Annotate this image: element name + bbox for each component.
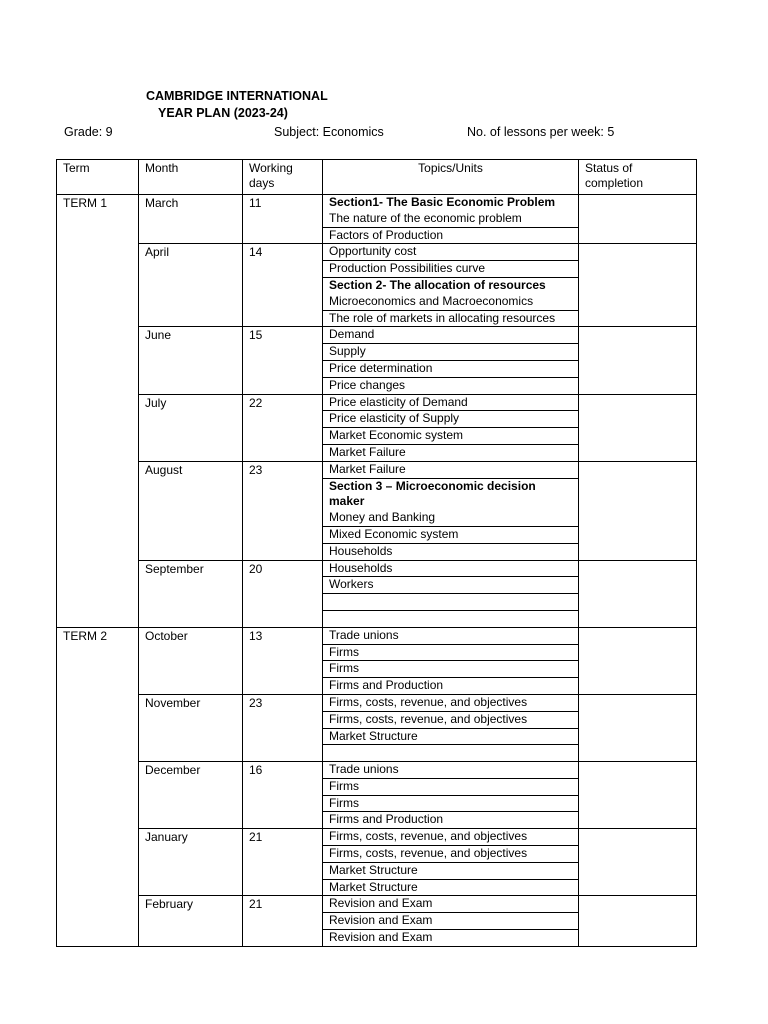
topic-item: Market Failure <box>323 462 578 479</box>
table-row <box>57 244 697 327</box>
topics-cell <box>323 627 579 694</box>
topics-cell <box>323 694 579 761</box>
working-days-value: 11 <box>249 196 262 210</box>
topic-item: Workers <box>323 577 578 594</box>
topic-item: Price elasticity of Demand <box>323 395 578 412</box>
working-days-value: 22 <box>249 395 263 410</box>
topic-item: Market Structure <box>329 879 418 894</box>
topics-cell <box>323 461 579 560</box>
header-working-days: Working days <box>243 160 323 195</box>
month-label: January <box>145 830 188 845</box>
status-cell <box>579 829 697 896</box>
topic-item: Firms, costs, revenue, and objectives <box>323 829 578 846</box>
topics-cell <box>323 829 579 896</box>
table-row <box>57 560 697 627</box>
topic-item: Mixed Economic system <box>323 527 578 544</box>
topic-item: Firms <box>323 796 578 813</box>
month-cell <box>139 627 243 694</box>
topics-cell <box>323 560 579 627</box>
topics-cell <box>323 762 579 829</box>
topic-item <box>323 745 578 761</box>
working-days-cell <box>243 244 323 327</box>
subject-label: Subject: Economics <box>274 125 384 139</box>
term-cell <box>57 627 139 946</box>
topic-item <box>323 611 578 627</box>
topic-item: Revision and Exam <box>323 896 578 913</box>
table-row <box>57 627 697 694</box>
topic-item: Households <box>323 561 578 578</box>
table-row <box>57 896 697 946</box>
month-label: April <box>145 245 170 260</box>
working-days-value: 21 <box>249 897 263 912</box>
month-label: February <box>145 897 194 912</box>
table-row <box>57 461 697 560</box>
topic-item: Price determination <box>323 361 578 378</box>
month-cell <box>139 244 243 327</box>
month-cell <box>139 829 243 896</box>
working-days-value: 15 <box>249 328 263 343</box>
grade-label: Grade: 9 <box>64 125 113 139</box>
header-topics: Topics/Units <box>323 160 579 195</box>
topic-item: Firms <box>323 779 578 796</box>
working-days-cell <box>243 195 323 244</box>
term-label: TERM 2 <box>63 628 108 643</box>
topic-item: Firms and Production <box>329 678 444 693</box>
working-days-cell <box>243 394 323 461</box>
table-body <box>57 195 697 947</box>
topics-cell <box>323 244 579 327</box>
month-label: October <box>145 628 188 643</box>
working-days-value: 13 <box>249 628 263 643</box>
topic-item: Market Structure <box>323 729 578 746</box>
working-days-value: 23 <box>249 462 263 477</box>
topic-item: Factors of Production <box>329 227 444 242</box>
month-cell <box>139 896 243 946</box>
topic-item: Opportunity cost <box>323 244 578 261</box>
working-days-value: 21 <box>249 830 263 845</box>
month-label: November <box>145 695 201 710</box>
topic-item: Money and Banking <box>323 510 578 527</box>
table-header-row <box>57 160 697 195</box>
topic-item: Firms <box>323 645 578 662</box>
topic-item: Supply <box>323 344 578 361</box>
month-cell <box>139 461 243 560</box>
topic-item: Price changes <box>329 377 406 392</box>
plan-title: YEAR PLAN (2023-24) <box>158 106 288 120</box>
topic-item <box>323 594 578 611</box>
table-row <box>57 694 697 761</box>
working-days-value: 23 <box>249 695 263 710</box>
topic-item: Firms <box>323 661 578 678</box>
year-plan-table <box>56 159 697 947</box>
working-days-cell <box>243 560 323 627</box>
topic-item: Price elasticity of Supply <box>323 411 578 428</box>
month-cell <box>139 195 243 244</box>
topic-item: The nature of the economic problem <box>323 211 578 228</box>
topic-item: Households <box>329 543 393 558</box>
working-days-value: 20 <box>249 561 263 576</box>
working-days-cell <box>243 461 323 560</box>
table-row <box>57 394 697 461</box>
topic-item: Market Economic system <box>323 428 578 445</box>
month-label: July <box>145 395 167 410</box>
topic-item: Production Possibilities curve <box>323 261 578 278</box>
topic-item: Section 2- The allocation of resources <box>329 277 546 292</box>
table-row <box>57 195 697 244</box>
table-row <box>57 327 697 394</box>
working-days-cell <box>243 762 323 829</box>
topic-item: The role of markets in allocating resources <box>329 310 556 325</box>
table-row <box>57 762 697 829</box>
working-days-value: 16 <box>249 763 263 778</box>
topic-item: Section 3 – Microeconomic decision maker <box>329 478 536 509</box>
topic-item: Trade unions <box>323 762 578 779</box>
topic-item: Firms and Production <box>329 812 444 827</box>
status-cell <box>579 694 697 761</box>
status-cell <box>579 195 697 244</box>
table-row <box>57 829 697 896</box>
month-label: August <box>145 462 183 477</box>
header-month: Month <box>139 160 243 195</box>
topic-item: Demand <box>323 327 578 344</box>
working-days-cell <box>243 627 323 694</box>
topic-item: Firms, costs, revenue, and objectives <box>323 846 578 863</box>
status-cell <box>579 327 697 394</box>
month-cell <box>139 694 243 761</box>
status-cell <box>579 244 697 327</box>
topic-item: Firms, costs, revenue, and objectives <box>323 712 578 729</box>
month-label: March <box>145 196 179 210</box>
month-label: September <box>145 561 204 576</box>
topics-cell <box>323 896 579 946</box>
topic-item: Trade unions <box>323 628 578 645</box>
status-cell <box>579 896 697 946</box>
working-days-cell <box>243 896 323 946</box>
status-cell <box>579 627 697 694</box>
topics-cell <box>323 195 579 244</box>
topics-cell <box>323 327 579 394</box>
working-days-cell <box>243 829 323 896</box>
month-cell <box>139 762 243 829</box>
month-label: December <box>145 763 201 778</box>
status-cell <box>579 560 697 627</box>
topics-cell <box>323 394 579 461</box>
working-days-value: 14 <box>249 245 263 260</box>
status-cell <box>579 461 697 560</box>
topic-item: Market Failure <box>329 444 406 459</box>
status-cell <box>579 762 697 829</box>
term-cell <box>57 195 139 628</box>
topic-item: Section1- The Basic Economic Problem <box>329 195 556 209</box>
topic-item: Revision and Exam <box>329 930 433 945</box>
month-cell <box>139 327 243 394</box>
topic-item: Microeconomics and Macroeconomics <box>323 294 578 311</box>
org-title: CAMBRIDGE INTERNATIONAL <box>146 89 328 103</box>
topic-item: Firms, costs, revenue, and objectives <box>323 695 578 712</box>
month-cell <box>139 394 243 461</box>
topic-item: Revision and Exam <box>323 913 578 930</box>
term-label: TERM 1 <box>63 196 108 210</box>
topic-item: Market Structure <box>323 863 578 880</box>
month-label: June <box>145 328 172 343</box>
lessons-label: No. of lessons per week: 5 <box>467 125 615 139</box>
working-days-cell <box>243 327 323 394</box>
status-cell <box>579 394 697 461</box>
month-cell <box>139 560 243 627</box>
header-term: Term <box>57 160 139 195</box>
header-status: Status of completion <box>579 160 697 195</box>
working-days-cell <box>243 694 323 761</box>
